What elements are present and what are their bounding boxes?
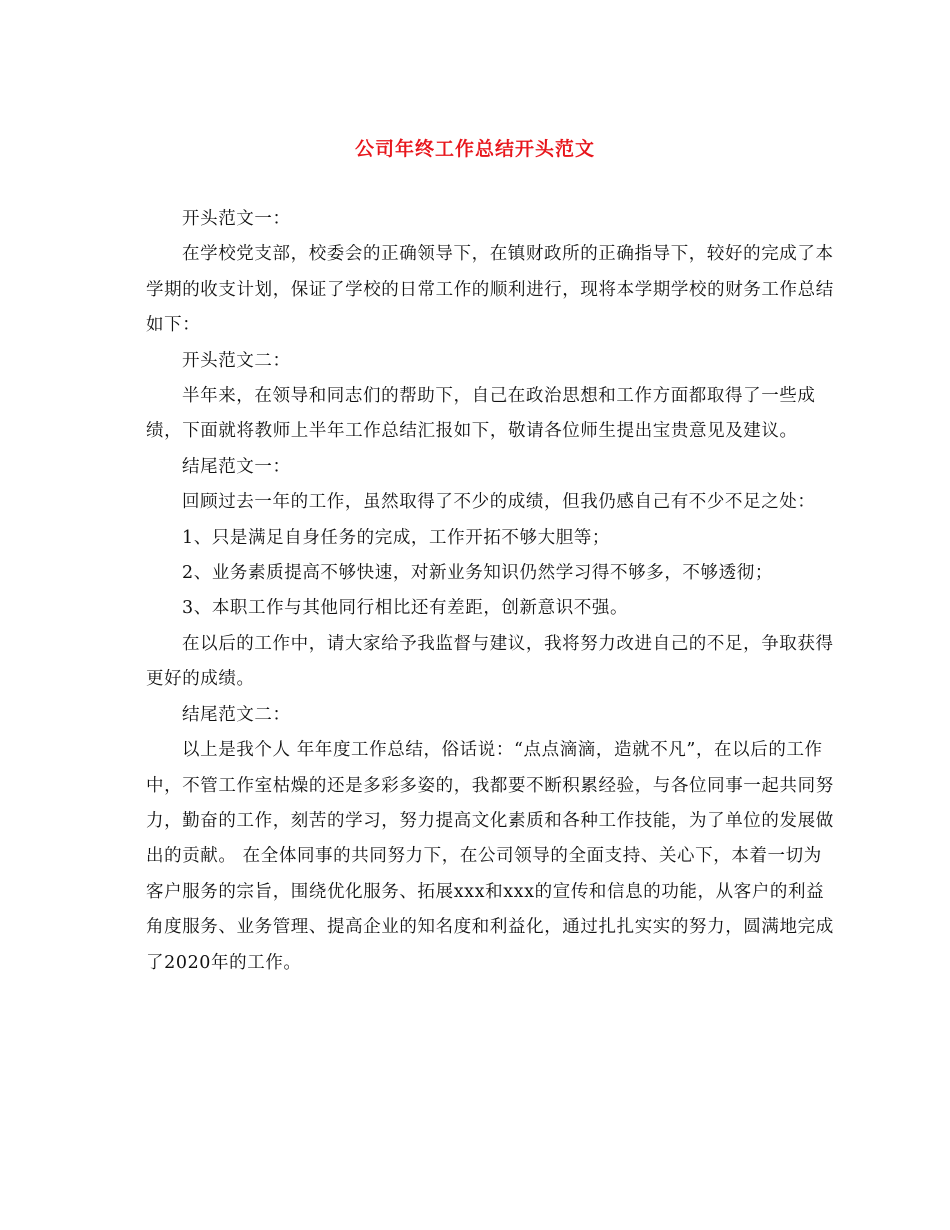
paragraph: 以上是我个人 年年度工作总结，俗话说：“点点滴滴，造就不凡”，在以后的工作中，不管工作室枯燥的还是多彩多姿的，我都要不断积累经验，与各位同事一起共同努力，勤奋的工作，刻苦的学习，努力提高文化素质和各种工作技能，为了单位的发展做出的贡献。 在全体同事的共同努力下，在公司领导的全面支持、关心下，本着一切为客户服务的宗旨，围绕优化服务、拓展xxx和xxx的宣传和信息的功能，从客户的利益角度服务、业务管理、提高企业的知名度和利益化，通过扎扎实实的努力，圆满地完成了2020年的工作。 <box>146 740 834 973</box>
list-item: 2、业务素质提高不够快速，对新业务知识仍然学习得不够多，不够透彻； <box>182 563 773 584</box>
paragraph-heading-closing-1: 结尾范文一： <box>182 456 291 477</box>
paragraph-heading-closing-2: 结尾范文二： <box>182 704 291 725</box>
paragraph-heading-opening-1: 开头范文一： <box>182 209 291 229</box>
list-item: 1、只是满足自身任务的完成，工作开拓不够大胆等； <box>182 527 611 548</box>
list-item: 3、本职工作与其他同行相比还有差距，创新意识不强。 <box>182 598 629 619</box>
paragraph: 在学校党支部，校委会的正确领导下，在镇财政所的正确指导下，较好的完成了本学期的收支计划，保证了学校的日常工作的顺利进行，现将本学期学校的财务工作总结如下： <box>146 244 834 336</box>
paragraph: 半年来，在领导和同志们的帮助下，自己在政治思想和工作方面都取得了一些成绩，下面就将教师上半年工作总结汇报如下，敬请各位师生提出宝贵意见及建议。 <box>146 386 816 442</box>
document-title: 公司年终工作总结开头范文 <box>354 138 595 160</box>
paragraph: 回顾过去一年的工作，虽然取得了不少的成绩，但我仍感自己有不少不足之处： <box>182 492 816 513</box>
document-body <box>146 202 836 981</box>
paragraph: 在以后的工作中，请大家给予我监督与建议，我将努力改进自己的不足，争取获得更好的成绩。 <box>146 633 834 690</box>
paragraph-heading-opening-2: 开头范文二： <box>182 350 291 371</box>
